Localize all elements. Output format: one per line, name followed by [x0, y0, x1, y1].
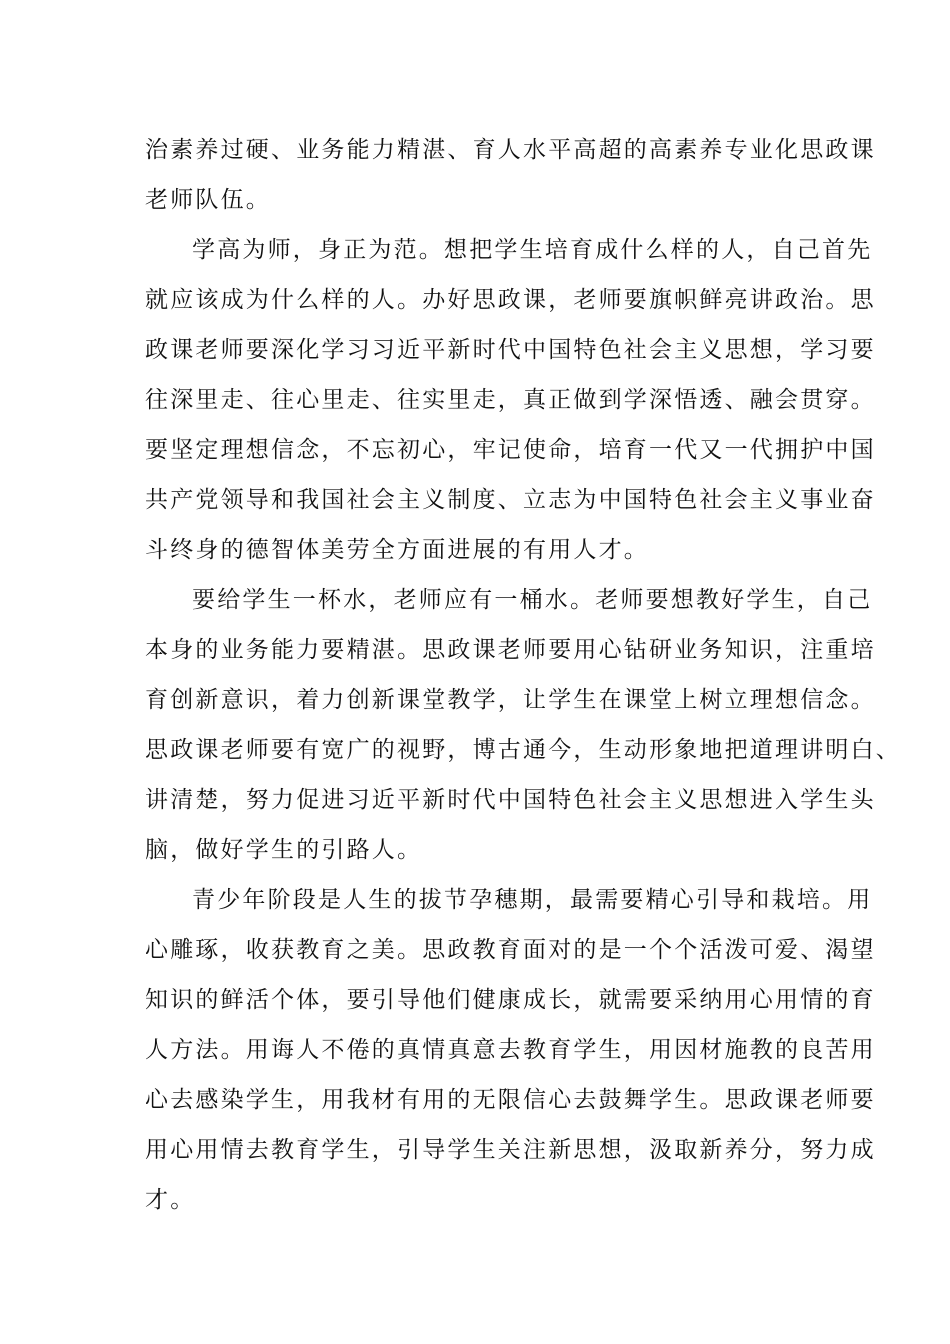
- text-line: 才。: [145, 1187, 196, 1213]
- text-line: 育创新意识，着力创新课堂教学，让学生在课堂上树立理想信念。: [145, 687, 876, 713]
- text-line: 老师队伍。: [145, 187, 271, 213]
- text-line: 知识的鲜活个体，要引导他们健康成长，就需要采纳用心用情的育: [145, 987, 876, 1013]
- paragraph-first-line: 要给学生一杯水，老师应有一桶水。老师要想教好学生，自己: [192, 587, 873, 613]
- text-line: 往深里走、往心里走、往实里走，真正做到学深悟透、融会贯穿。: [145, 387, 876, 413]
- text-line: 斗终身的德智体美劳全方面进展的有用人才。: [145, 537, 649, 563]
- text-line: 人方法。用诲人不倦的真情真意去教育学生，用因材施教的良苦用: [145, 1037, 876, 1063]
- paragraph-first-line: 学高为师，身正为范。想把学生培育成什么样的人，自己首先: [192, 237, 873, 263]
- text-line: 用心用情去教育学生，引导学生关注新思想，汲取新养分，努力成: [145, 1137, 876, 1163]
- text-line: 脑，做好学生的引路人。: [145, 837, 423, 863]
- text-line: 治素养过硬、业务能力精湛、育人水平高超的高素养专业化思政课: [145, 137, 876, 163]
- text-line: 思政课老师要有宽广的视野，博古通今，生动形象地把道理讲明白、: [145, 737, 901, 763]
- text-line: 心雕琢，收获教育之美。思政教育面对的是一个个活泼可爱、渴望: [145, 937, 876, 963]
- text-line: 心去感染学生，用我材有用的无限信心去鼓舞学生。思政课老师要: [145, 1087, 876, 1113]
- text-line: 就应该成为什么样的人。办好思政课，老师要旗帜鲜亮讲政治。思: [145, 287, 876, 313]
- text-line: 讲清楚，努力促进习近平新时代中国特色社会主义思想进入学生头: [145, 787, 876, 813]
- text-line: 政课老师要深化学习习近平新时代中国特色社会主义思想，学习要: [145, 337, 876, 363]
- text-line: 要坚定理想信念，不忘初心，牢记使命，培育一代又一代拥护中国: [145, 437, 876, 463]
- text-line: 共产党领导和我国社会主义制度、立志为中国特色社会主义事业奋: [145, 487, 876, 513]
- paragraph-first-line: 青少年阶段是人生的拔节孕穗期，最需要精心引导和栽培。用: [192, 887, 873, 913]
- text-line: 本身的业务能力要精湛。思政课老师要用心钻研业务知识，注重培: [145, 637, 876, 663]
